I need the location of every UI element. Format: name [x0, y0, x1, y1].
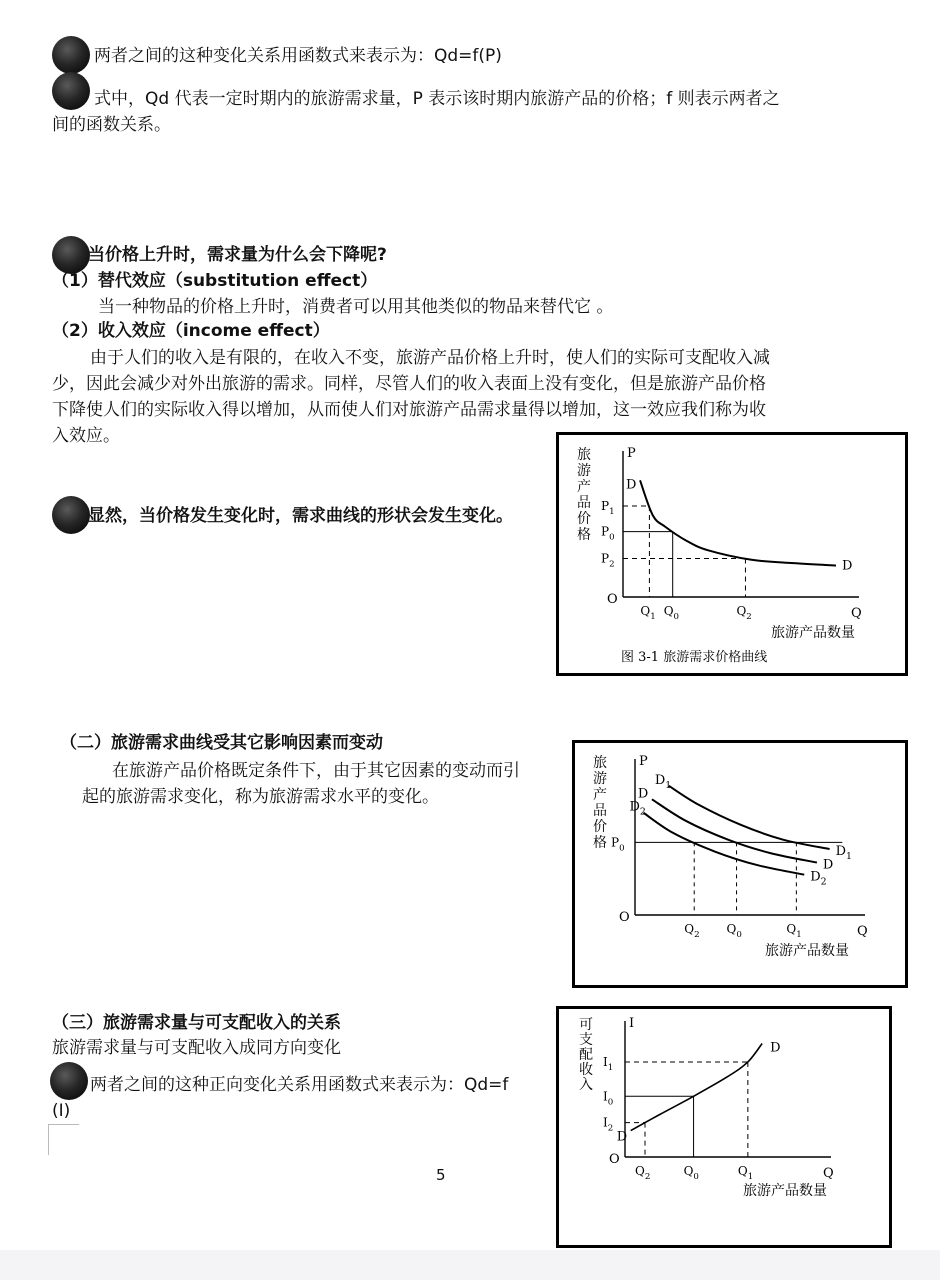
y-axis-symbol: P	[639, 754, 648, 769]
origin-label: O	[609, 1152, 620, 1167]
footer-band	[0, 1250, 940, 1280]
section-2-heading: （二）旅游需求曲线受其它影响因素而变动	[60, 733, 383, 753]
chart-title: 图 3-1 旅游需求价格曲线	[621, 650, 768, 665]
intro-line-3: 间的函数关系。	[52, 115, 171, 135]
y-axis-label-char: 品	[593, 803, 607, 819]
curve-end-label-d1: $D_1$	[835, 844, 853, 863]
x-tick-q0: $Q_0$	[726, 922, 742, 940]
curve-end-label: D	[841, 558, 853, 574]
curve-start-label: D	[616, 1129, 628, 1145]
section-3-line-2: 两者之间的这种正向变化关系用函数式来表示为：Qd=f	[90, 1075, 509, 1095]
x-tick-q1: $Q_1$	[737, 1164, 754, 1182]
chart-1-frame	[556, 432, 908, 676]
demand-price-chart	[559, 435, 905, 673]
chart-3-frame	[556, 1006, 892, 1248]
curve-start-label-d: D	[637, 786, 649, 802]
income-heading: （2）收入效应（income effect）	[52, 321, 330, 341]
curve-start-label: D	[626, 477, 637, 493]
substitution-heading: （1）替代效应（substitution effect）	[52, 271, 378, 291]
y-tick-i1: $I_1$	[603, 1054, 614, 1073]
y-axis-label-char: 格	[593, 835, 607, 851]
y-tick-i2: $I_2$	[603, 1115, 614, 1134]
y-axis-label-char: 格	[577, 527, 591, 543]
x-tick-q1: $Q_1$	[786, 922, 802, 940]
y-axis-label-char: 可	[579, 1017, 593, 1033]
substitution-text: 当一种物品的价格上升时，消费者可以用其他类似的物品来替代它 。	[98, 297, 614, 317]
y-axis-label-char: 旅	[577, 447, 591, 463]
x-tick-q2: $Q_2$	[736, 604, 752, 622]
curve-start-label-d1: $D_1$	[654, 772, 672, 791]
y-tick-i0: $I_0$	[603, 1089, 614, 1108]
x-axis-label: 旅游产品数量	[765, 943, 849, 959]
curve-end-label-d: D	[822, 857, 834, 873]
income-paragraph-4: 入效应。	[52, 426, 120, 446]
demand-curve-d	[652, 799, 817, 862]
x-tick-q0: $Q_0$	[663, 604, 680, 622]
curve-end-label: D	[770, 1040, 781, 1056]
y-axis-symbol: I	[629, 1016, 635, 1031]
section-2-line-2: 起的旅游需求变化，称为旅游需求水平的变化。	[82, 787, 439, 807]
y-tick-p0: $P_0$	[601, 524, 615, 543]
why-heading: 当价格上升时，需求量为什么会下降呢?	[88, 245, 387, 265]
intro-line-2: 式中，Qd 代表一定时期内的旅游需求量，P 表示该时期内旅游产品的价格；f 则表示两者之	[94, 89, 780, 109]
x-axis-label: 旅游产品数量	[771, 625, 855, 641]
chart-2-frame	[572, 740, 908, 988]
origin-label: O	[619, 910, 630, 925]
section-3-line-3: (I)	[52, 1101, 71, 1121]
y-axis-label-char: 旅	[593, 755, 607, 771]
y-axis-label-char: 产	[577, 479, 591, 495]
demand-curve-d	[640, 480, 836, 565]
bullet-icon	[52, 36, 90, 74]
x-tick-q0: $Q_0$	[683, 1164, 699, 1182]
obviously-text: 显然，当价格发生变化时，需求曲线的形状会发生变化。	[88, 506, 513, 526]
page-number: 5	[436, 1166, 446, 1184]
y-axis-label-char: 产	[593, 787, 607, 803]
y-axis-label-char: 入	[579, 1077, 593, 1093]
y-axis-label-char: 支	[579, 1032, 593, 1048]
y-axis-label-char: 游	[577, 463, 591, 479]
curve-end-label-d2: $D_2$	[810, 869, 827, 888]
margin-corner-mark	[48, 1124, 79, 1155]
origin-label: O	[607, 592, 618, 607]
y-axis-label-char: 配	[579, 1047, 593, 1063]
y-tick-p0: $P_0$	[611, 835, 625, 854]
y-tick-p1: $P_1$	[601, 499, 615, 517]
demand-curve-d2	[643, 813, 804, 875]
section-3-line-1: 旅游需求量与可支配收入成同方向变化	[52, 1038, 341, 1058]
y-axis-label-char: 价	[593, 819, 607, 835]
x-tick-q1: $Q_1$	[640, 604, 656, 622]
x-tick-q2: $Q_2$	[635, 1164, 651, 1182]
demand-shift-chart	[575, 743, 905, 985]
demand-curve-d1	[669, 786, 830, 849]
x-axis-label: 旅游产品数量	[743, 1183, 827, 1199]
section-3-heading: （三）旅游需求量与可支配收入的关系	[52, 1013, 341, 1033]
x-axis-symbol: Q	[823, 1166, 834, 1181]
y-axis-label-char: 游	[593, 771, 607, 787]
y-axis-label-char: 品	[577, 495, 591, 511]
income-paragraph-3: 下降使人们的实际收入得以增加，从而使人们对旅游产品需求量得以增加，这一效应我们称为收	[52, 400, 766, 420]
section-2-line-1: 在旅游产品价格既定条件下，由于其它因素的变动而引	[112, 761, 520, 781]
income-curve-d	[631, 1043, 762, 1130]
x-tick-q2: $Q_2$	[684, 922, 700, 940]
curve-start-label-d2: $D_2$	[629, 799, 646, 818]
bullet-icon	[52, 496, 90, 534]
y-axis-symbol: P	[627, 446, 636, 461]
bullet-icon	[50, 1062, 88, 1100]
y-axis-label-char: 价	[577, 511, 591, 527]
y-tick-p2: $P_2$	[601, 551, 615, 570]
bullet-icon	[52, 72, 90, 110]
income-paragraph-1: 由于人们的收入是有限的，在收入不变，旅游产品价格上升时，使人们的实际可支配收入减	[90, 348, 770, 368]
y-axis-label-char: 收	[579, 1062, 593, 1078]
demand-income-chart	[559, 1009, 889, 1245]
x-axis-symbol: Q	[857, 924, 868, 939]
intro-line-1: 两者之间的这种变化关系用函数式来表示为：Qd=f(P)	[94, 46, 502, 66]
income-paragraph-2: 少，因此会减少对外出旅游的需求。同样，尽管人们的收入表面上没有变化，但是旅游产品价格	[52, 374, 766, 394]
x-axis-symbol: Q	[851, 606, 862, 621]
